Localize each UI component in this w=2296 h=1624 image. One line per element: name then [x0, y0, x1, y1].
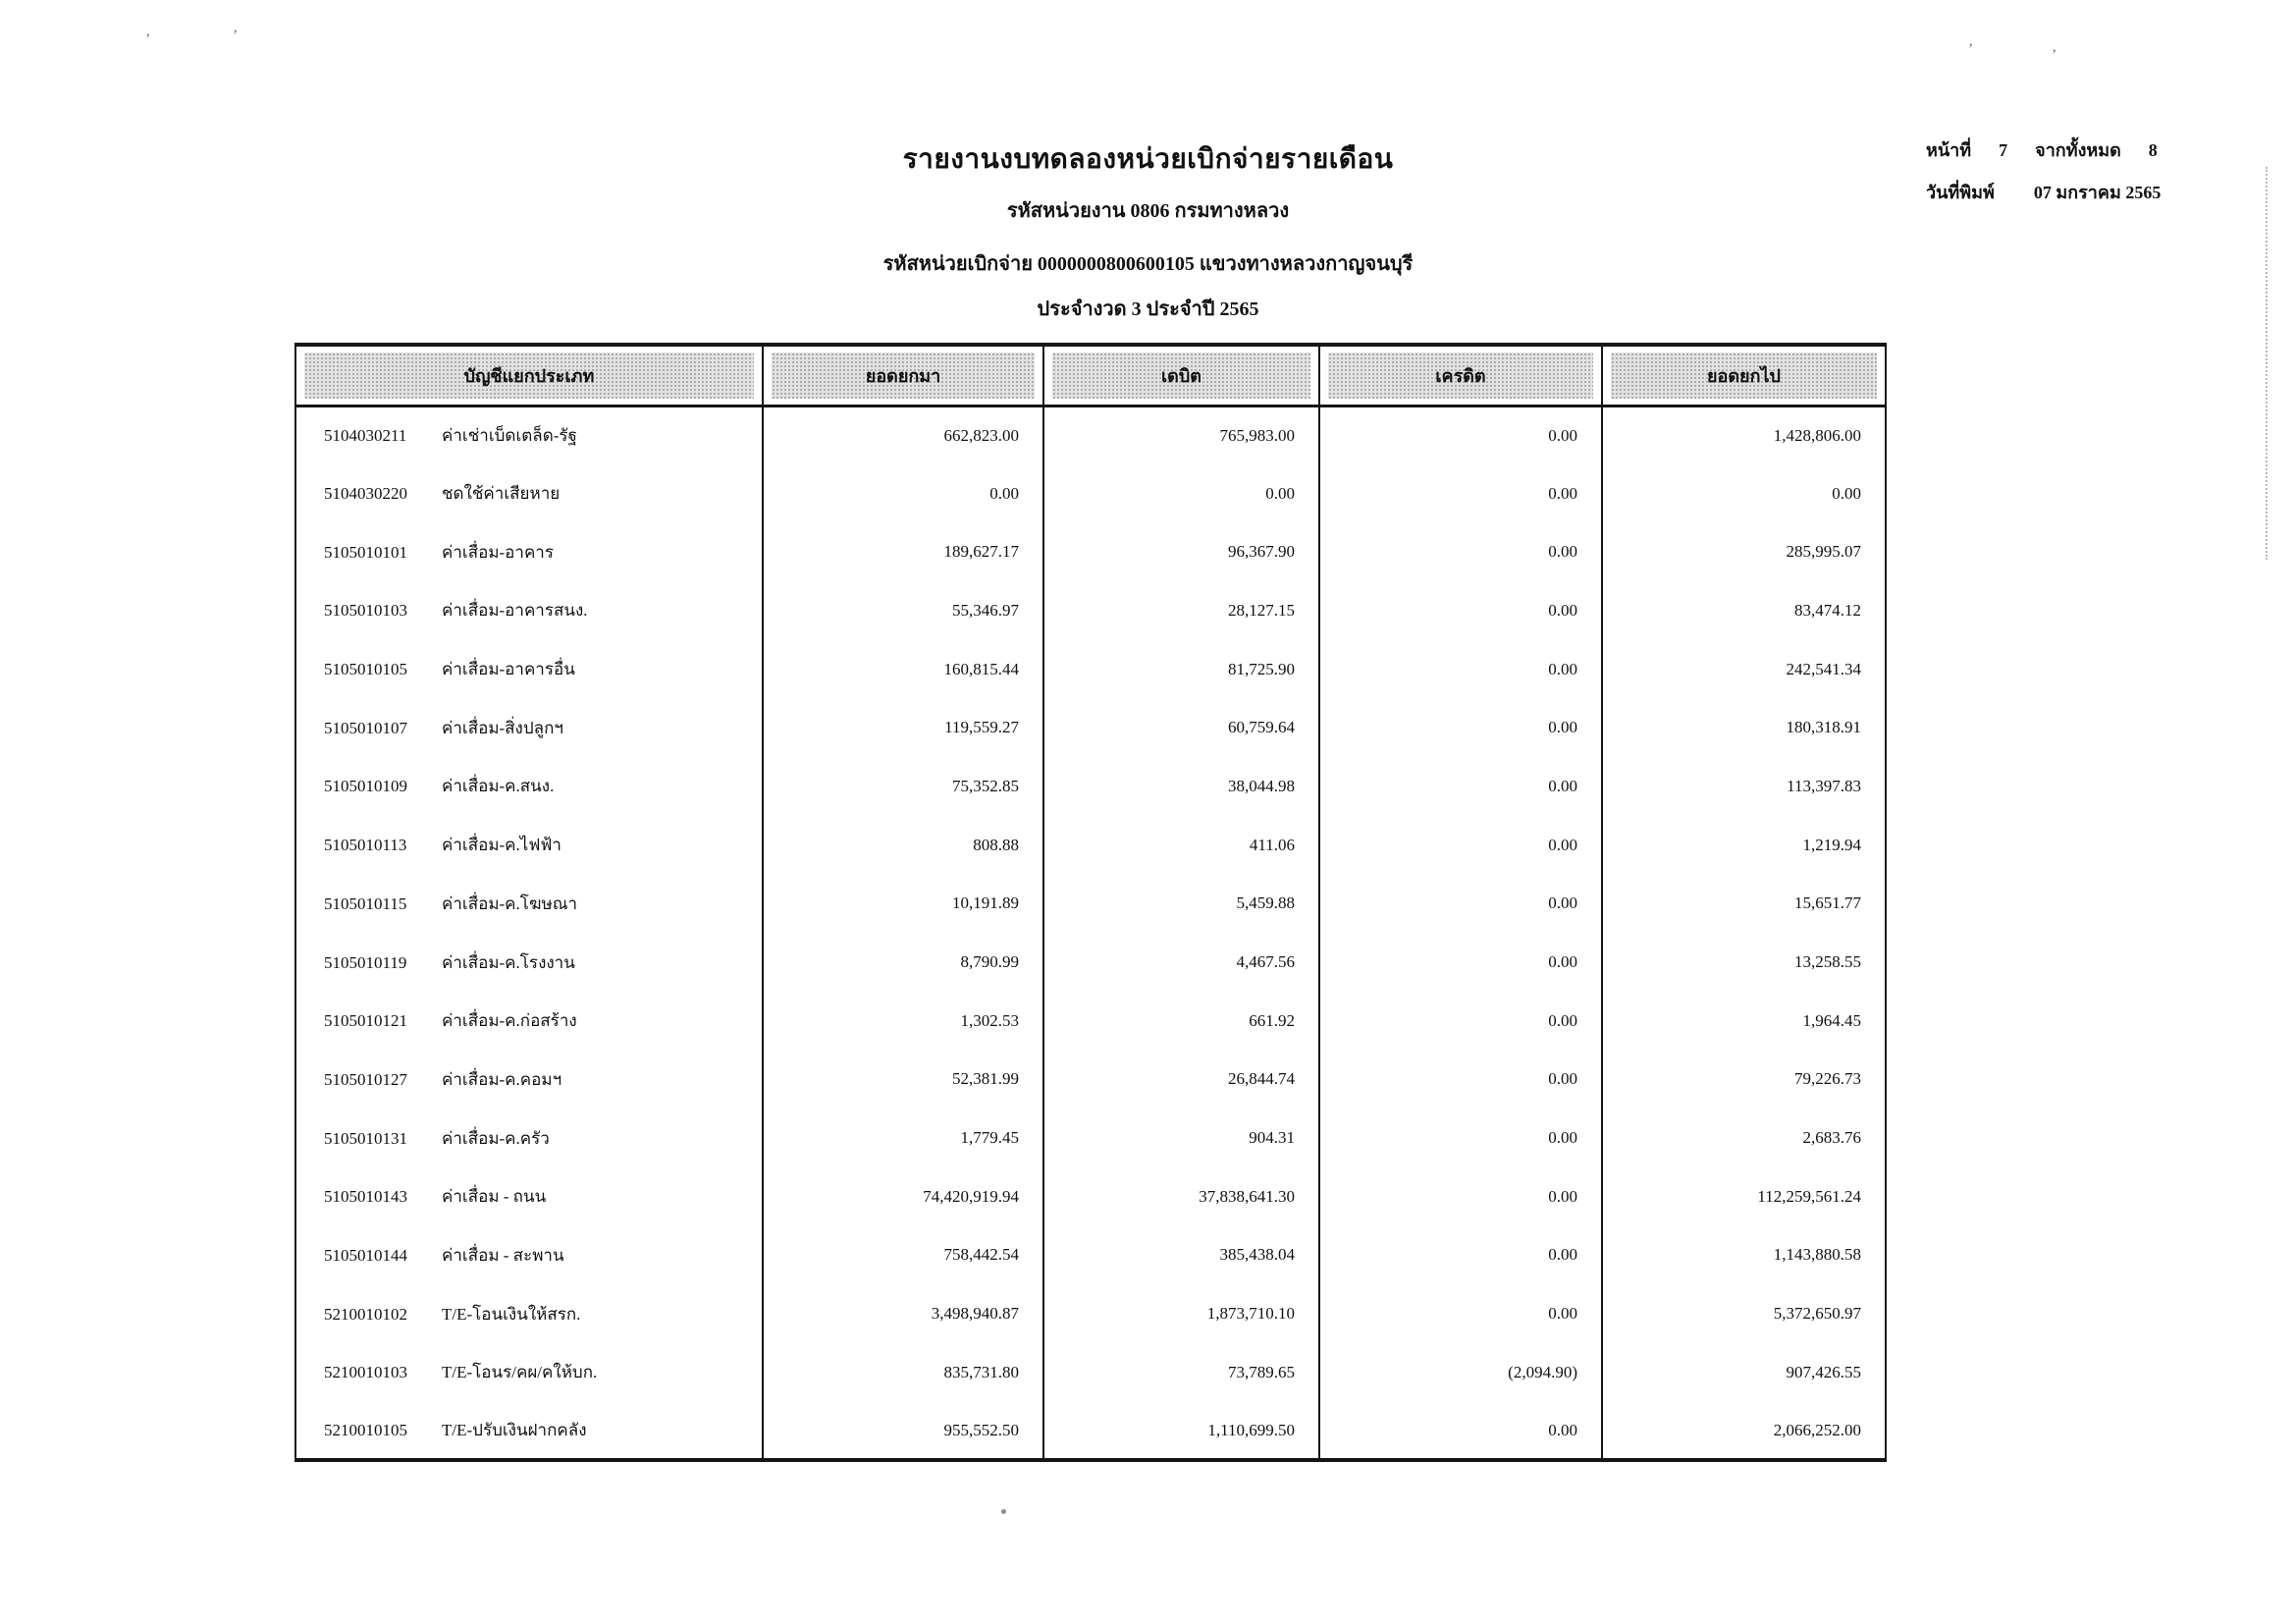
brought-forward-cell: 74,420,919.94: [763, 1167, 1043, 1226]
header-debit-label: เดบิต: [1052, 352, 1310, 399]
header-brought-forward: [763, 345, 1043, 406]
table-body: [295, 406, 1886, 1460]
carried-forward-cell: 13,258.55: [1602, 933, 1886, 992]
account-code: 5210010105: [324, 1421, 407, 1440]
credit-cell: 0.00: [1319, 1109, 1602, 1167]
debit-cell: 1,110,699.50: [1043, 1402, 1319, 1461]
credit-cell: 0.00: [1319, 816, 1602, 875]
account-name: T/E-โอนเงินให้สรก.: [442, 1304, 581, 1324]
brought-forward-cell: 1,779.45: [763, 1109, 1043, 1167]
debit-cell: 0.00: [1043, 464, 1319, 523]
account-cell: [295, 464, 763, 523]
account-cell: [295, 581, 763, 640]
credit-cell: 0.00: [1319, 640, 1602, 699]
credit-cell: 0.00: [1319, 1167, 1602, 1226]
carried-forward-cell: 5,372,650.97: [1602, 1284, 1886, 1343]
scan-artifact: ’: [1968, 41, 1974, 58]
account-cell: [295, 816, 763, 875]
credit-cell: 0.00: [1319, 757, 1602, 816]
print-date-label: วันที่พิมพ์: [1926, 183, 1995, 202]
account-code: 5105010119: [324, 952, 407, 972]
credit-cell: 0.00: [1319, 1051, 1602, 1110]
account-cell: [295, 1226, 763, 1285]
account-name: ค่าเสื่อม-ค.โฆษณา: [442, 893, 578, 913]
brought-forward-cell: 189,627.17: [763, 522, 1043, 581]
account-name: ค่าเสื่อม-ค.ก่อสร้าง: [442, 1011, 577, 1031]
credit-cell: (2,094.90): [1319, 1343, 1602, 1402]
header-carried-forward-label: ยอดยกไป: [1611, 352, 1877, 399]
table-row: [295, 1343, 1886, 1402]
account-code: 5105010143: [324, 1187, 407, 1207]
report-title: รายงานงบทดลองหน่วยเบิกจ่ายรายเดือน: [902, 144, 1394, 175]
credit-cell: 0.00: [1319, 1284, 1602, 1343]
total-pages: 8: [2148, 140, 2158, 160]
account-name: ค่าเสื่อม - ถนน: [442, 1187, 547, 1207]
debit-cell: 411.06: [1043, 816, 1319, 875]
header-debit: [1043, 345, 1319, 406]
credit-cell: 0.00: [1319, 698, 1602, 757]
account-cell: [295, 1109, 763, 1167]
scan-artifact: ’: [233, 27, 239, 44]
disbursement-unit-line: รหัสหน่วยเบิกจ่าย 0000000800600105 แขวงทางหลวงกาญจนบุรี: [882, 253, 1414, 275]
page-label: หน้าที่: [1926, 140, 1972, 160]
account-cell: [295, 698, 763, 757]
account-cell: [295, 640, 763, 699]
header-account-type: [295, 345, 763, 406]
debit-cell: 904.31: [1043, 1109, 1319, 1167]
account-code: 5105010121: [324, 1011, 407, 1031]
account-code: 5105010101: [324, 542, 407, 562]
debit-cell: 765,983.00: [1043, 406, 1319, 464]
credit-cell: 0.00: [1319, 464, 1602, 523]
print-date-value: 07 มกราคม 2565: [2033, 183, 2162, 202]
carried-forward-cell: 112,259,561.24: [1602, 1167, 1886, 1226]
debit-cell: 38,044.98: [1043, 757, 1319, 816]
debit-cell: 96,367.90: [1043, 522, 1319, 581]
header-carried-forward: [1602, 345, 1886, 406]
table-row: [295, 933, 1886, 992]
table-row: [295, 1167, 1886, 1226]
brought-forward-cell: 52,381.99: [763, 1051, 1043, 1110]
table-row: [295, 757, 1886, 816]
table-row: [295, 581, 1886, 640]
table-row: [295, 816, 1886, 875]
account-code: 5210010102: [324, 1304, 407, 1324]
carried-forward-cell: 907,426.55: [1602, 1343, 1886, 1402]
account-name: ค่าเสื่อม - สะพาน: [442, 1245, 564, 1265]
brought-forward-cell: 758,442.54: [763, 1226, 1043, 1285]
table-row: [295, 1109, 1886, 1167]
account-name: ค่าเสื่อม-อาคารอื่น: [442, 660, 575, 679]
account-code: 5210010103: [324, 1363, 407, 1382]
period-line: ประจำงวด 3 ประจำปี 2565: [1037, 298, 1259, 320]
header-row: [295, 345, 1886, 406]
table-row: [295, 875, 1886, 934]
account-cell: [295, 875, 763, 934]
account-name: ค่าเสื่อม-ค.ไฟฟ้า: [442, 836, 561, 855]
brought-forward-cell: 835,731.80: [763, 1343, 1043, 1402]
debit-cell: 28,127.15: [1043, 581, 1319, 640]
account-cell: [295, 992, 763, 1051]
account-name: ค่าเสื่อม-อาคาร: [442, 542, 554, 562]
brought-forward-cell: 160,815.44: [763, 640, 1043, 699]
debit-cell: 661.92: [1043, 992, 1319, 1051]
table-row: [295, 406, 1886, 464]
account-name: ค่าเสื่อม-ค.ครัว: [442, 1128, 550, 1148]
credit-cell: 0.00: [1319, 1226, 1602, 1285]
account-name: ชดใช้ค่าเสียหาย: [442, 484, 561, 504]
account-cell: [295, 1402, 763, 1461]
carried-forward-cell: 113,397.83: [1602, 757, 1886, 816]
scan-artifact: ’: [2052, 47, 2057, 64]
carried-forward-cell: 242,541.34: [1602, 640, 1886, 699]
debit-cell: 26,844.74: [1043, 1051, 1319, 1110]
header-account-type-label: บัญชีแยกประเภท: [304, 352, 754, 399]
account-cell: [295, 757, 763, 816]
debit-cell: 1,873,710.10: [1043, 1284, 1319, 1343]
debit-cell: 385,438.04: [1043, 1226, 1319, 1285]
header-brought-forward-label: ยอดยกมา: [772, 352, 1035, 399]
account-code: 5105010144: [324, 1245, 407, 1265]
debit-cell: 60,759.64: [1043, 698, 1319, 757]
credit-cell: 0.00: [1319, 581, 1602, 640]
credit-cell: 0.00: [1319, 875, 1602, 934]
carried-forward-cell: 1,428,806.00: [1602, 406, 1886, 464]
debit-cell: 4,467.56: [1043, 933, 1319, 992]
debit-cell: 5,459.88: [1043, 875, 1319, 934]
carried-forward-cell: 0.00: [1602, 464, 1886, 523]
account-cell: [295, 1167, 763, 1226]
account-name: ค่าเสื่อม-ค.โรงงาน: [442, 952, 575, 972]
account-name: ค่าเช่าเบ็ดเตล็ด-รัฐ: [442, 426, 577, 446]
scan-artifact: ’: [145, 31, 151, 48]
account-name: ค่าเสื่อม-ค.คอมฯ: [442, 1069, 562, 1089]
table-row: [295, 522, 1886, 581]
brought-forward-cell: 955,552.50: [763, 1402, 1043, 1461]
account-code: 5105010103: [324, 601, 407, 621]
brought-forward-cell: 3,498,940.87: [763, 1284, 1043, 1343]
table-row: [295, 1402, 1886, 1461]
table-row: [295, 1226, 1886, 1285]
page-number-line: [1926, 135, 2161, 164]
brought-forward-cell: 1,302.53: [763, 992, 1043, 1051]
carried-forward-cell: 1,219.94: [1602, 816, 1886, 875]
carried-forward-cell: 285,995.07: [1602, 522, 1886, 581]
table-row: [295, 1051, 1886, 1110]
account-code: 5105010127: [324, 1069, 407, 1089]
carried-forward-cell: 15,651.77: [1602, 875, 1886, 934]
scan-artifact: [1001, 1509, 1006, 1514]
carried-forward-cell: 79,226.73: [1602, 1051, 1886, 1110]
account-code: 5104030211: [324, 426, 407, 446]
trial-balance-table: [294, 343, 1887, 1462]
brought-forward-cell: 662,823.00: [763, 406, 1043, 464]
account-cell: [295, 1051, 763, 1110]
account-code: 5105010115: [324, 893, 407, 913]
carried-forward-cell: 1,143,880.58: [1602, 1226, 1886, 1285]
table-row: [295, 698, 1886, 757]
account-code: 5105010105: [324, 660, 407, 679]
credit-cell: 0.00: [1319, 406, 1602, 464]
table-row: [295, 1284, 1886, 1343]
account-cell: [295, 1343, 763, 1402]
credit-cell: 0.00: [1319, 933, 1602, 992]
account-name: T/E-โอนร/คผ/คให้บก.: [442, 1363, 598, 1382]
table-header: [295, 345, 1886, 406]
agency-code-line: รหัสหน่วยงาน 0806 กรมทางหลวง: [1006, 200, 1290, 222]
carried-forward-cell: 180,318.91: [1602, 698, 1886, 757]
account-cell: [295, 933, 763, 992]
print-date-line: [1926, 178, 2161, 206]
table-row: [295, 992, 1886, 1051]
account-name: ค่าเสื่อม-อาคารสนง.: [442, 601, 588, 621]
account-name: T/E-ปรับเงินฝากคลัง: [442, 1421, 587, 1440]
carried-forward-cell: 2,683.76: [1602, 1109, 1886, 1167]
account-code: 5105010113: [324, 836, 407, 855]
credit-cell: 0.00: [1319, 992, 1602, 1051]
credit-cell: 0.00: [1319, 1402, 1602, 1461]
brought-forward-cell: 75,352.85: [763, 757, 1043, 816]
account-name: ค่าเสื่อม-สิ่งปลูกฯ: [442, 718, 563, 737]
debit-cell: 73,789.65: [1043, 1343, 1319, 1402]
carried-forward-cell: 2,066,252.00: [1602, 1402, 1886, 1461]
brought-forward-cell: 10,191.89: [763, 875, 1043, 934]
account-code: 5105010107: [324, 718, 407, 737]
brought-forward-cell: 8,790.99: [763, 933, 1043, 992]
scan-artifact: [2266, 167, 2268, 560]
account-cell: [295, 1284, 763, 1343]
brought-forward-cell: 119,559.27: [763, 698, 1043, 757]
brought-forward-cell: 808.88: [763, 816, 1043, 875]
carried-forward-cell: 83,474.12: [1602, 581, 1886, 640]
account-code: 5105010131: [324, 1128, 407, 1148]
of-total-label: จากทั้งหมด: [2035, 140, 2121, 160]
carried-forward-cell: 1,964.45: [1602, 992, 1886, 1051]
account-code: 5105010109: [324, 777, 407, 796]
page-number: 7: [1999, 140, 2008, 160]
brought-forward-cell: 0.00: [763, 464, 1043, 523]
brought-forward-cell: 55,346.97: [763, 581, 1043, 640]
header-credit-label: เครดิต: [1328, 352, 1593, 399]
debit-cell: 37,838,641.30: [1043, 1167, 1319, 1226]
account-code: 5104030220: [324, 484, 407, 504]
debit-cell: 81,725.90: [1043, 640, 1319, 699]
account-cell: [295, 406, 763, 464]
credit-cell: 0.00: [1319, 522, 1602, 581]
account-cell: [295, 522, 763, 581]
table-row: [295, 640, 1886, 699]
account-name: ค่าเสื่อม-ค.สนง.: [442, 777, 555, 796]
table-row: [295, 464, 1886, 523]
page-print-info: [1926, 135, 2161, 220]
header-credit: [1319, 345, 1602, 406]
